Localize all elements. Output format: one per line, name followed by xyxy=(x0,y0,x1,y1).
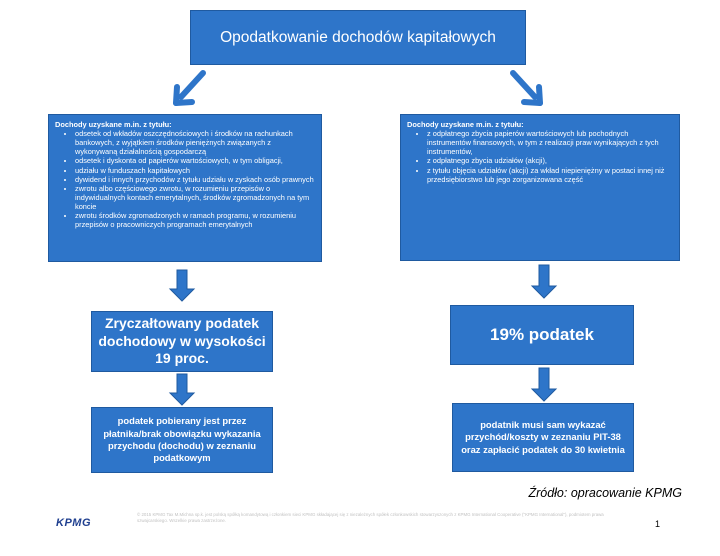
self-reporting-box: podatnik musi sam wykazać przychód/koszty w zeznaniu PIT-38 oraz zapłacić podatek do 30 kwietnia xyxy=(452,403,634,472)
list-item: • odsetek od wkładów oszczędnościowych i środków na rachunkach bankowych, z wyjątkiem środków pieniężnych związanych z wykonywaną działalnością gospodarczą xyxy=(75,129,315,156)
arrow-down-icon xyxy=(531,265,557,299)
diagram-title: Opodatkowanie dochodów kapitałowych xyxy=(190,10,526,65)
nineteen-percent-tax-box: 19% podatek xyxy=(450,305,634,365)
flat-rate-tax-box: Zryczałtowany podatek dochodowy w wysokości 19 proc. xyxy=(91,311,273,372)
arrow-down-icon xyxy=(169,270,195,302)
right-income-list xyxy=(400,114,680,261)
left-list-heading: Dochody uzyskane m.in. z tytułu: xyxy=(55,120,172,129)
payer-withholding-box: podatek pobierany jest przez płatnika/brak obowiązku wykazania przychodu (dochodu) w zeznaniu podatkowym xyxy=(91,407,273,473)
list-item: • dywidend i innych przychodów z tytułu udziału w zyskach osób prawnych xyxy=(75,175,315,184)
list-item: • zwrotu środków zgromadzonych w ramach programu, w rozumieniu przepisów o pracowniczych programach emerytalnych xyxy=(75,211,315,229)
list-item: • z odpłatnego zbycia papierów wartościowych lub pochodnych instrumentów finansowych, w tym z realizacji praw wynikających z tych instrumentów, xyxy=(427,129,673,156)
list-item: • z tytułu objęcia udziałów (akcji) za wkład niepieniężny w postaci innej niż przedsiębiorstwo lub jego zorganizowana część xyxy=(427,166,673,184)
list-item: • odsetek i dyskonta od papierów wartościowych, w tym obligacji, xyxy=(75,156,315,165)
source-note: Źródło: opracowanie KPMG xyxy=(528,486,682,500)
arrow-down-right-icon xyxy=(508,70,544,106)
right-list-heading: Dochody uzyskane m.in. z tytułu: xyxy=(407,120,524,129)
arrow-down-icon xyxy=(169,374,195,406)
left-income-list xyxy=(48,114,322,262)
list-item: • udziału w funduszach kapitałowych xyxy=(75,166,315,175)
kpmg-logo: KPMG xyxy=(56,517,91,529)
page-number: 1 xyxy=(655,519,661,529)
list-item: • zwrotu albo częściowego zwrotu, w rozumieniu przepisów o indywidualnych kontach emerytalnych, środków zgromadzonych na tym koncie xyxy=(75,184,315,211)
footer-disclaimer: © 2015 KPMG Tax M.Michna sp.k. jest polską spółką komandytową i członkiem sieci KPMG składającej się z niezależnych spółek członkowskich stowarzyszonych z KPMG International Cooperative ("KPMG International"), podmiotem prawa szwajcarskiego. Wszelkie prawa zastrzeżone. xyxy=(137,512,604,523)
arrow-down-icon xyxy=(531,368,557,402)
arrow-down-left-icon xyxy=(172,70,208,106)
list-item: • z odpłatnego zbycia udziałów (akcji), xyxy=(427,156,673,165)
